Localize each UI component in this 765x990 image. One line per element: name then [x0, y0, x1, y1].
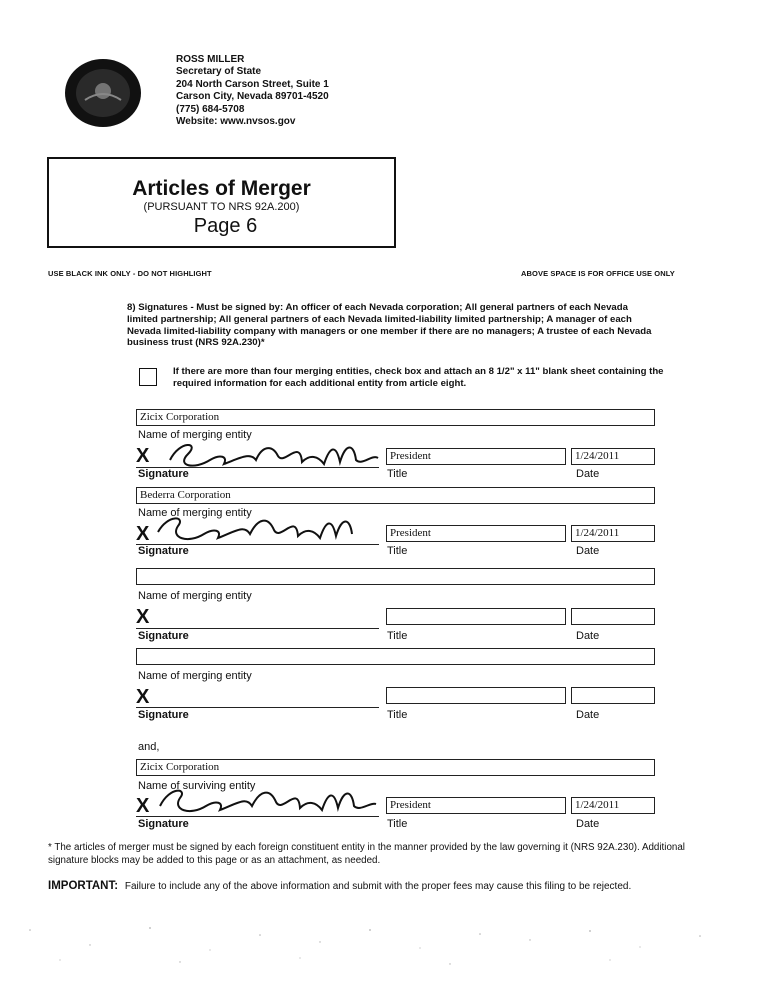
- date-4-label: Date: [576, 709, 600, 721]
- surviving-date-label: Date: [576, 818, 600, 830]
- signature-4-label: Signature: [138, 709, 189, 721]
- checkbox-instructions: If there are more than four merging entities, check box and attach an 8 1/2" x 11" blank sheet containing the required information for each additional entity from article eight.: [173, 366, 664, 389]
- merging-entity-3-field[interactable]: [136, 568, 655, 585]
- office-use-note: ABOVE SPACE IS FOR OFFICE USE ONLY: [521, 269, 675, 278]
- date-4-field[interactable]: [571, 687, 655, 704]
- merging-entity-1-field[interactable]: Zicix Corporation: [136, 409, 655, 426]
- surviving-entity-field[interactable]: Zicix Corporation: [136, 759, 655, 776]
- merging-entity-4-field[interactable]: [136, 648, 655, 665]
- signature-1-label: Signature: [138, 468, 189, 480]
- merging-entity-2-label: Name of merging entity: [138, 507, 252, 519]
- additional-entities-checkbox[interactable]: [139, 368, 157, 386]
- signature-4-line[interactable]: [136, 707, 379, 708]
- ink-note: USE BLACK INK ONLY - DO NOT HIGHLIGHT: [48, 269, 212, 278]
- title-3-label: Title: [387, 630, 408, 642]
- merging-entity-1-label: Name of merging entity: [138, 429, 252, 441]
- title-2-label: Title: [387, 545, 408, 557]
- surviving-title-label: Title: [387, 818, 408, 830]
- date-3-label: Date: [576, 630, 600, 642]
- important-label: IMPORTANT:: [48, 880, 119, 892]
- secretary-name: ROSS MILLER: [176, 54, 245, 65]
- street-address: 204 North Carson Street, Suite 1: [176, 78, 329, 90]
- document-title: Articles of Merger: [132, 177, 311, 200]
- page-number: Page 6: [193, 215, 258, 237]
- signature-5-line: [136, 816, 379, 817]
- important-text: Failure to include any of the above information and submit with the proper fees may cause this filing to be rejected.: [124, 881, 632, 892]
- signature-1-x: X: [136, 445, 150, 467]
- website: Website: www.nvsos.gov: [176, 116, 296, 128]
- surviving-date-field[interactable]: 1/24/2011: [571, 797, 655, 814]
- signature-5-x: X: [136, 795, 150, 817]
- signature-3-line[interactable]: [136, 628, 379, 629]
- scan-noise: [0, 890, 765, 990]
- signature-3-label: Signature: [138, 630, 189, 642]
- secretary-address: [176, 54, 329, 128]
- document-subtitle: (PURSUANT TO NRS 92A.200): [143, 201, 300, 213]
- title-1-field[interactable]: President: [386, 448, 566, 465]
- signature-2-x: X: [136, 523, 150, 545]
- signature-2-label: Signature: [138, 545, 189, 557]
- city-address: Carson City, Nevada 89701-4520: [176, 91, 329, 103]
- footnote: * The articles of merger must be signed by each foreign constituent entity in the manner provided by the law governing it (NRS 92A.230). Additional signature blocks may be added to this page or as an attachment, as needed.: [48, 842, 685, 866]
- title-2-field[interactable]: President: [386, 525, 566, 542]
- signature-3-x: X: [136, 606, 150, 628]
- date-3-field[interactable]: [571, 608, 655, 625]
- signature-2-handwriting[interactable]: [150, 510, 380, 548]
- merging-entity-4-label: Name of merging entity: [138, 670, 252, 682]
- merging-entity-2-field[interactable]: Bederra Corporation: [136, 487, 655, 504]
- signature-instructions: 8) Signatures - Must be signed by: An officer of each Nevada corporation; All general partners of each Nevada limited partnership; All general partners of each Nevada limited-liability limited partnership; A manager of each Nevada limited-liability company with managers or one member if there are no managers; A trustee of each Nevada business trust (NRS 92A.230)*: [127, 302, 652, 349]
- and-label: and,: [138, 741, 160, 753]
- signature-4-x: X: [136, 686, 150, 708]
- title-1-label: Title: [387, 468, 408, 480]
- signature-5-handwriting[interactable]: [150, 780, 380, 820]
- surviving-title-field[interactable]: President: [386, 797, 566, 814]
- date-1-field[interactable]: 1/24/2011: [571, 448, 655, 465]
- date-1-label: Date: [576, 468, 600, 480]
- date-2-field[interactable]: 1/24/2011: [571, 525, 655, 542]
- secretary-office: Secretary of State: [176, 66, 262, 78]
- phone-number: (775) 684-5708: [176, 103, 245, 115]
- title-box: [47, 157, 396, 248]
- nevada-state-seal: [63, 58, 143, 128]
- date-2-label: Date: [576, 545, 600, 557]
- title-4-field[interactable]: [386, 687, 566, 704]
- title-3-field[interactable]: [386, 608, 566, 625]
- signature-5-label: Signature: [138, 818, 189, 830]
- merging-entity-3-label: Name of merging entity: [138, 590, 252, 602]
- title-4-label: Title: [387, 709, 408, 721]
- surviving-entity-label: Name of surviving entity: [138, 780, 256, 792]
